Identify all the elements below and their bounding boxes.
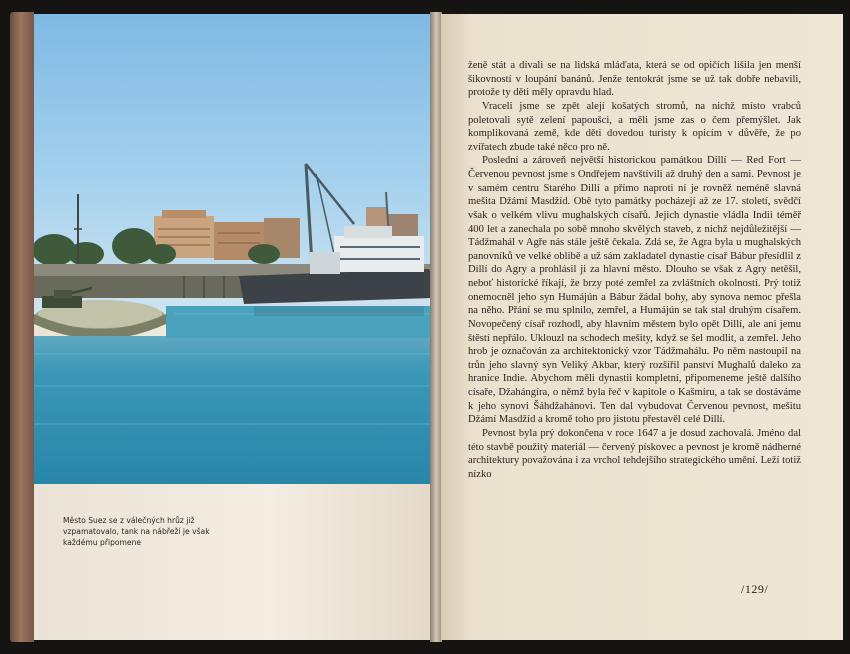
body-text — [468, 59, 801, 481]
paragraph-2: Vraceli jsme se zpět alejí košatých stromů, na nichž místo vrabců poletovali sytě zelení papoušci, a měli jsme zas o čem přemýšlet. Jak komplikovaná země, kde děti dovedou turisty k opicím v důvěře, že po zvířatech zbude také něco pro ně. — [468, 100, 801, 153]
right-page — [441, 14, 843, 640]
book-cover-edge — [10, 12, 34, 642]
photo-caption: Město Suez se z válečných hrůz již vzpamatovalo, tank na nábřeží je však každému připomene — [63, 516, 210, 547]
paragraph-1: ženě stát a dívali se na lidská mláďata, která se od opičích lišila jen menší šikovností v loupání banánů. Jenže tentokrát jsme se už tak dobře nebavili, protože ty děti měly opravdu hlad. — [468, 60, 801, 99]
page-number: /129/ — [741, 582, 769, 596]
paragraph-4: Pevnost byla prý dokončena v roce 1647 a je dosud zachovalá. Jméno dal této stavbě použitý materiál — červený pískovec a pevnost je kromě nádherné architektury považována i za vrchol tehdejšího strategického umění. Leží totiž nízko — [468, 427, 801, 480]
left-page — [34, 14, 432, 640]
suez-harbor-photo — [34, 14, 432, 484]
paragraph-3: Poslední a zároveň největší historickou památkou Dillí — Red Fort — Červenou pevnost jsme s Ondřejem navštívili až druhý den a sami. Pevnost je v samém centru Starého Dillí a přímo naproti ní je rovněž neméně slavná mešita Džámí Masdžíd. Obě tyto památky pocházejí až ze 17. století, svědčí však o velkém vlivu mughalských císařů. Jejich dynastie vládla Indii téměř 400 let a zanechala po sobě mnoho skvělých staveb, z nichž nejdůležitější — Tádžmahál v Agře nás stále ještě čekala. Zdá se, že Agra byla u mughalských panovníků ve velké oblibě a už sám zakladatel dynastie císař Bábur přesídlil z Dillí do Agry a prohlásil ji za hlavní město. Dlouho se však z Agry netěšil, neboť historické říkají, že brzy poté zemřel za zvláštních okolností. Prý totiž onemocněl jeho syn Humájún a Bábur žádal bohy, aby synova nemoc přešla na něho. Přání se mu splnilo, zemřel, a Humájún se tak stal druhým císařem. Novopečený císař rozhodl, aby hlavním městem bylo opět Dillí, ale ani jemu štěstí nepřálo. Uklouzl na schodech mešity, když se šel modlit, a zemřel. Jeho hrob je označován za architektonický vzor Tádžmahálu. Po něm nastoupil na trůn jeho slavný syn Veliký Akbar, který rozšířil panství Mughalů daleko za hranice Indie. Abychom měli dynastii kompletní, připomeneme ještě dalšího císaře, Džahángíra, o němž byla řeč v kapitole o Kašmíru, a tak se dostáváme k jeho synovi Šáhdžahánovi. Ten dal vybudovat Červenou pevnost, mešitu Džámí Masdžíd a kromě toho pro jistotu přestavěl celé Dillí. — [468, 155, 801, 426]
